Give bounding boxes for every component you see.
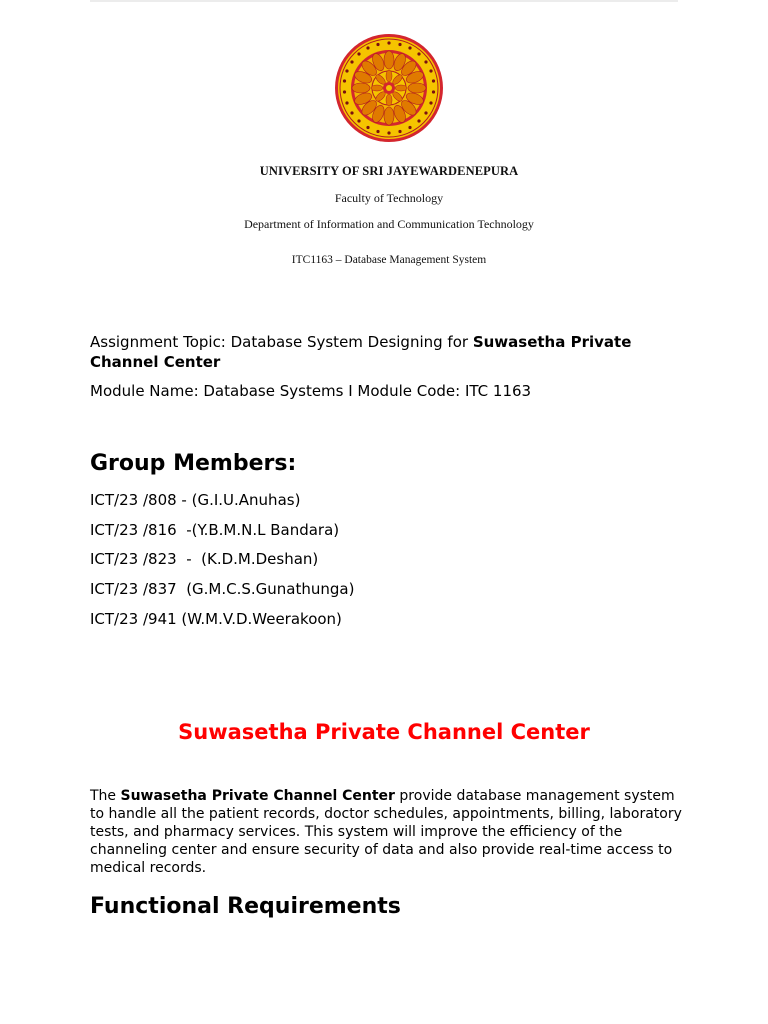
functional-requirements-heading: Functional Requirements: [90, 894, 401, 919]
module-line: Module Name: Database Systems I Module Code: ITC 1163: [90, 382, 532, 400]
course-title: ITC1163 – Database Management System: [291, 254, 487, 266]
intro-body: provide database management system to handle all the patient records, doctor schedules, appointments, billing, laboratory tests, and pharmacy services. This system will improve the efficiency of the channeling center and ensure security of data and also provide real-time access to medical records.: [90, 788, 682, 876]
university-seal-icon: [334, 33, 444, 143]
list-item: ICT/23 /808 - (G.I.U.Anuhas): [90, 491, 301, 509]
assignment-topic-label: Assignment Topic: Database System Designing for: [90, 333, 473, 351]
department-name: Department of Information and Communication Technology: [244, 217, 534, 231]
top-divider: [90, 0, 678, 2]
faculty-name: Faculty of Technology: [334, 191, 444, 205]
university-name: UNIVERSITY OF SRI JAYEWARDENEPURA: [259, 164, 519, 178]
intro-paragraph: [90, 787, 682, 877]
list-item: ICT/23 /837 (G.M.C.S.Gunathunga): [90, 580, 355, 599]
assignment-topic-name: Suwasetha Private Channel Center: [90, 333, 632, 371]
list-item: ICT/23 /823 - (K.D.M.Deshan): [90, 550, 319, 569]
assignment-topic: [90, 333, 690, 372]
group-members-list: [90, 491, 354, 639]
group-members-heading: Group Members:: [90, 451, 297, 476]
intro-prefix: The: [90, 788, 121, 804]
list-item: ICT/23 /941 (W.M.V.D.Weerakoon): [90, 609, 342, 628]
list-item: ICT/23 /816 -(Y.B.M.N.L Bandara): [90, 520, 340, 539]
center-title: Suwasetha Private Channel Center: [178, 720, 590, 744]
intro-center-name: Suwasetha Private Channel Center: [120, 788, 395, 804]
